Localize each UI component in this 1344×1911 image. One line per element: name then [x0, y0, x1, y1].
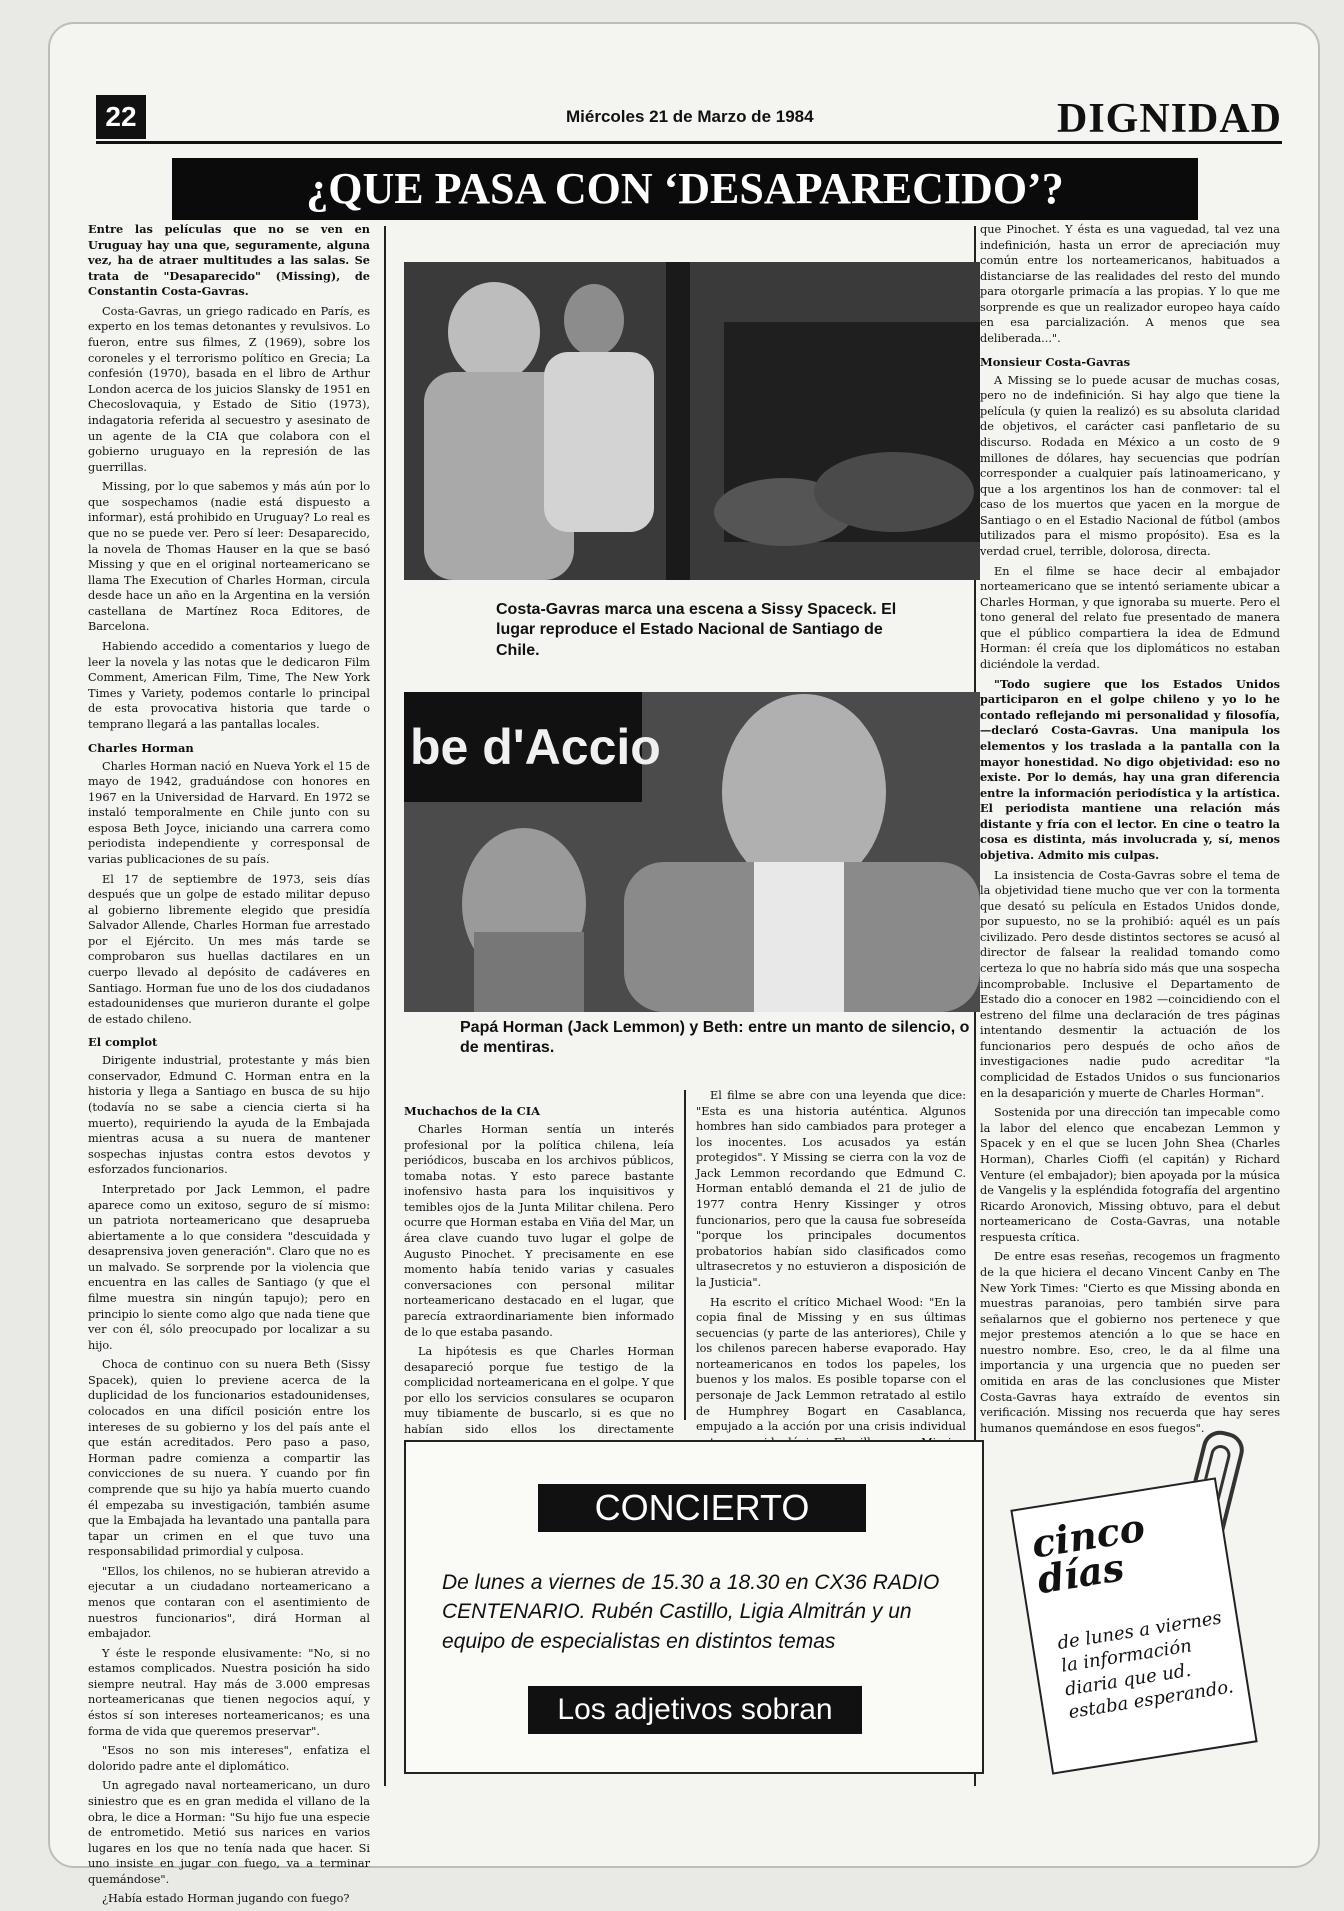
paragraph: Charles Horman nació en Nueva York el 15 de mayo de 1942, graduándose con honores en 1967 en la Universidad de Harvard. En 1972 se instaló temporalmente en Chile junto con su esposa Beth Joyce, iniciando una carrera como periodista independiente y corresponsal de varias publicaciones de su país. [88, 759, 370, 866]
photo-scene-illustration [404, 262, 980, 580]
paragraph: Charles Horman sentía un interés profesional por la política chilena, leía periódicos, buscaba en los archivos públicos, tomaba notas. Y esto parece bastante inofensivo hasta para los inquisitivos y temibles ojos de la Junta Militar chilena. Pero ocurre que Horman estaba en Viña del Mar, un área clave cuando tuvo lugar el golpe de Augusto Pinochet. Y precisamente en ese momento había tenido varias y casuales conversaciones con personal militar norteamericano destacado en el lugar, que parecía extraordinariamente bien informado de lo que estaba pasando. [404, 1123, 674, 1339]
concert-title: CONCIERTO [538, 1484, 866, 1532]
publication-name: DIGNIDAD [1056, 96, 1282, 142]
column-rule [384, 226, 386, 1786]
quote-paragraph: "Todo sugiere que los Estados Unidos participaron en el golpe chileno y yo lo he contado reflejando mi personalidad y filosofía, —declaró Costa-Gavras. Una manipula los elementos y los traslada a la pantalla con la mayor honestidad. No digo objetividad: eso no existe. Por lo demás, hay una gran diferencia entre la información periodística y la artística. El periodista mantiene una relación más distante y fría con el lector. En cine o teatro la cosa es distinta, más involucrada y, sí, menos objetiva. Admito mis culpas. [980, 676, 1280, 862]
paragraph: La insistencia de Costa-Gavras sobre el tema de la objetividad tiene mucho que ver con la tormenta que desató su película en Estados Unidos donde, por supuesto, no se la prohibió: aquél es un país civilizado. Pero desde distintos sectores se acusó al director de falsear la realidad tomando como certeza lo que no habría sido más que una sospecha incomprobable. Inclusive el Departamento de Estado dio a conocer en 1982 —coincidiendo con el estreno del filme una declaración de tres páginas intentando desmentir la actuación de los funcionarios pero después de ocho años de investigaciones nadie pudo acreditar "la complicidad de Estados Unidos o sus funcionarios en la desaparición y muerte de Charles Horman". [980, 868, 1280, 1100]
paragraph: En el filme se hace decir al embajador norteamericano que se intentó seriamente ubicar a Charles Horman, y que ignoraba su muerte. Pero el tono general del relato fue presentado de manera que el público compartiera la idea de Edmund Horman: él creía que los diplomáticos no estaban diciéndole la verdad. [980, 564, 1280, 672]
lead-paragraph: Entre las películas que no se ven en Uruguay hay una que, seguramente, alguna vez, ha de atraer multitudes a las salas. Se trata de "Desaparecido" (Missing), de Constantin Costa-Gavras. [88, 222, 370, 299]
photo-caption: Papá Horman (Jack Lemmon) y Beth: entre un manto de silencio, o de mentiras. [460, 1019, 970, 1057]
masthead [96, 95, 1282, 144]
paragraph: El 17 de septiembre de 1973, seis días después que un golpe de estado militar depuso al gobierno libremente elegido que presidía Salvador Allende, Charles Horman fue arrestado por el Ejército. Un mes más tarde se comprobaron sus huellas dactilares en un cuerpo llevado al depósito de cadáveres en Santiago. Horman fue uno de los dos ciudadanos estadounidenses que murieron durante el golpe de estado chileno. [88, 872, 370, 1026]
paragraph: Habiendo accedido a comentarios y luego de leer la novela y las notas que le dedicaron Film Comment, American Film, Time, The New York Times y Variety, podemos contarle lo principal de esta provocativa historia que tarde o temprano llegará a las pantallas locales. [88, 640, 370, 731]
middle-column-b [696, 1088, 966, 1470]
headline: ¿QUE PASA CON ‘DESAPARECIDO’? [172, 158, 1198, 220]
paragraph: ¿Había estado Horman jugando con fuego? [102, 1892, 350, 1906]
paragraph: Missing, por lo que sabemos y más aún por lo que sospechamos (nadie está dispuesto a informar), está prohibido en Uruguay? Lo real es que no se puede ver. Pero sí leer: Desaparecido, la novela de Thomas Hauser en la que se basó Missing y que en el original norteamericano se llama The Execution of Charles Horman, circula desde hace un año en la Argentina en la versión castellana de Martínez Roca Editores, de Barcelona. [88, 480, 370, 634]
paragraph: De entre esas reseñas, recogemos un fragmento de la que hiciera el decano Vincent Canby en The New York Times: "Cierto es que Missing abonda en muestras paranoias, pero también sirve para señalarnos que el gobierno nos pertenece y que mejor prestemos atención a lo que se hace en nuestro nombre. Eso, creo, le da al filme una importancia y una urgencia que no pueden ser omitida en aras de las conclusiones que Mister Costa-Gavras haya extraído de eventos sin verificación. Missing nos recuerda que hay seres humanos quemándose en esos fuegos". [980, 1250, 1280, 1435]
photo-costa-gavras-spacek [404, 262, 980, 580]
photo-caption: Costa-Gavras marca una escena a Sissy Spaceck. El lugar reproduce el Estado Nacional de Santiago de Chile. [496, 601, 897, 659]
page-number: 22 [96, 95, 146, 139]
column-rule [684, 1090, 686, 1420]
concert-schedule-text: De lunes a viernes de 15.30 a 18.30 en CX36 RADIO CENTENARIO. Rubén Castillo, Ligia Almitrán y un equipo de especialistas en distintos temas [442, 1571, 940, 1653]
photo-sign-text: be d'Accio [410, 719, 661, 775]
paragraph: Ha escrito el crítico Michael Wood: "En la copia final de Missing y en sus últimas secuencias (y parte de las anteriores), Chile y los chilenos parecen haberse evaporado. Hay norteamericanos en todos los papeles, los buenos y los malos. Es posible toparse con el personaje de Jack Lemmon retratado al estilo de Humphrey Bogart en Casablanca, empujado a la acción por una crisis individual [696, 1295, 966, 1434]
paragraph: que Pinochet. Y ésta es una vaguedad, tal vez una indefinición, hasta un error de apreciación muy común entre los norteamericanos, habituados a distanciarse de las realidades del resto del mundo para otorgarle primacía a las propias. Y lo que me sorprende es que un realizador europeo haya caído en esa parcialización. A menos que sea deliberada...". [980, 223, 1280, 346]
section-title: Muchachos de la CIA [404, 1104, 541, 1118]
ad-brand: cinco días [1028, 1504, 1148, 1603]
paragraph: Costa-Gavras, un griego radicado en París, es experto en los temas detonantes y revulsivos. Lo fueron, entre sus filmes, Z (1969), sobre los coroneles y el terrorismo político en Grecia; La confesión (1970), basada en el libro de Arthur London acerca de los juicios Slansky de 1951 en Checoslovaquia, y Estado de Sitio (1973), indagatoria referida al secuestro y asesinato de un agente de la CIA que colabora con el gobierno uruguayo en la represión de las guerrillas. [88, 304, 370, 474]
photo-horman-beth [404, 692, 980, 1012]
concert-tagline: Los adjetivos sobran [528, 1686, 862, 1734]
paragraph: A Missing se lo puede acusar de muchas cosas, pero no de indefinición. Si hay algo que tiene la película (y quien la realizó) es su absoluta claridad de objetivos, el carácter casi panfletario de su discurso. Rodada en México a un costo de 9 millones de dólares, hay secuencias que podrían corresponder a cualquier país latinoamericano, y que a los argentinos los han de conmover: tal el caso de los muertos que yacen en la morgue de Santiago o en el Estadio Nacional de fútbol (ambos utilizados para el mismo propósito). Esa es la verdad cruel, terrible, dolorosa, directa. [980, 373, 1280, 558]
issue-date: Miércoles 21 de Marzo de 1984 [566, 107, 814, 126]
left-column [88, 222, 370, 1911]
section-title: El complot [88, 1035, 158, 1050]
section-title: Charles Horman [88, 740, 194, 755]
paragraph: Interpretado por Jack Lemmon, el padre aparece como un exitoso, seguro de sí mismo: un patriota norteamericano que desaprueba abiertamente a lo que considera "descuidada y desaprensiva joven generación". Claro que no es un malvado. Se sorprende por la violencia que encuentra en las calles de Santiago (y que el filme muestra sin ningún tapujo); pero en principio lo siente como algo que nada tiene que ver con él, sólo preocupado por localizar a su hijo. [88, 1182, 370, 1352]
paragraph: Un agregado naval norteamericano, un duro siniestro que es en gran medida el villano de la obra, le dice a Horman: "Su hijo fue una especie de entrometido. Metió sus narices en varios lugares en los que no tenía nada que hacer. Si uno insiste en jugar con fuego, va a terminar quemándose". [88, 1779, 370, 1886]
paragraph: "Esos no son mis intereses", enfatiza el dolorido padre ante el diplomático. [88, 1744, 370, 1773]
paragraph: Y éste le responde elusivamente: "No, si no estamos complicados. Nuestra posición ha sido siempre neutral. Hay más de 3.000 empresas norteamericanas que tienen negocios aquí, y éstos sí son intereses norteamericanos; es una forma de vida que queremos preservar". [88, 1646, 370, 1738]
ad-handwritten-note: de lunes a viernes la información diaria que ud. estaba esperando. [1056, 1607, 1235, 1724]
paragraph: La hipótesis es que Charles Horman desapareció porque fue testigo de la complicidad norteamericana en el golpe. Y que por ello los servicios consulares se ocuparon muy tibiamente de buscarlo, si es que no habían sido ellos los directamente [404, 1345, 674, 1436]
middle-column-a [404, 1096, 674, 1473]
right-column [980, 222, 1280, 1440]
paragraph: Sostenida por una dirección tan impecable como la labor del elenco que encabezan Lemmon y Spacek y en el que se lucen John Shea (Charles Horman), Charles Cioffi (el capitán) y Richard Venture (el embajador); bien apoyada por la música de Vangelis y la espléndida fotografía del argentino Ricardo Aronovich, Missing obtuvo, para el debut norteamericano de Costa-Gavras, una notable respuesta crítica. [980, 1106, 1280, 1244]
paragraph: "Ellos, los chilenos, no se hubieran atrevido a ejecutar a un ciudadano norteamericano a menos que contaran con el asentimiento de nuestros funcionarios", dirá Horman al embajador. [88, 1564, 370, 1641]
paragraph: Dirigente industrial, protestante y más bien conservador, Edmund C. Horman entra en la historia y llega a Santiago en busca de su hijo (todavía no se sabe a ciencia cierta si ha muerto), requiriendo la ayuda de la Embajada mientras acusa a su nuera de mantener sospechas injustas contra estos devotos y esforzados funcionarios. [88, 1054, 370, 1177]
photo-scene-illustration [404, 692, 980, 1012]
concert-advertisement [404, 1440, 984, 1774]
paragraph: El filme se abre con una leyenda que dice: "Esta es una historia auténtica. Algunos hombres han sido cambiados para proteger a los inocentes. Los acusados ya están protegidos". Y Missing se cierra con la voz de Jack Lemmon recordando que Edmund C. Horman entabló demanda el 21 de julio de 1977 contra Henry Kissinger y otros funcionarios, pero que la causa fue sobreseída "porque los principales documentos probatorios habían sido clasificados como ultrasecretos y no estuvieron a disposición de la Justicia". [696, 1089, 966, 1289]
section-title: Monsieur Costa-Gavras [980, 354, 1131, 369]
paragraph: Choca de continuo con su nuera Beth (Sissy Spacek), quien lo previene acerca de la duplicidad de los funcionarios estadounidenses, colocados en una difícil posición entre los intereses de su gobierno y los del país ante el que están acreditados. Pero paso a paso, Horman padre comienza a compartir las convicciones de su nuera. Y cuando por fin comprende que su hijo ya había muerto cuando él empezaba su investigación, también asume que la Embajada ha levantado una pantalla para tapar un crimen en el que tuvo una responsabilidad primordial y culposa. [88, 1358, 370, 1559]
cinco-dias-advertisement [1010, 1477, 1257, 1774]
